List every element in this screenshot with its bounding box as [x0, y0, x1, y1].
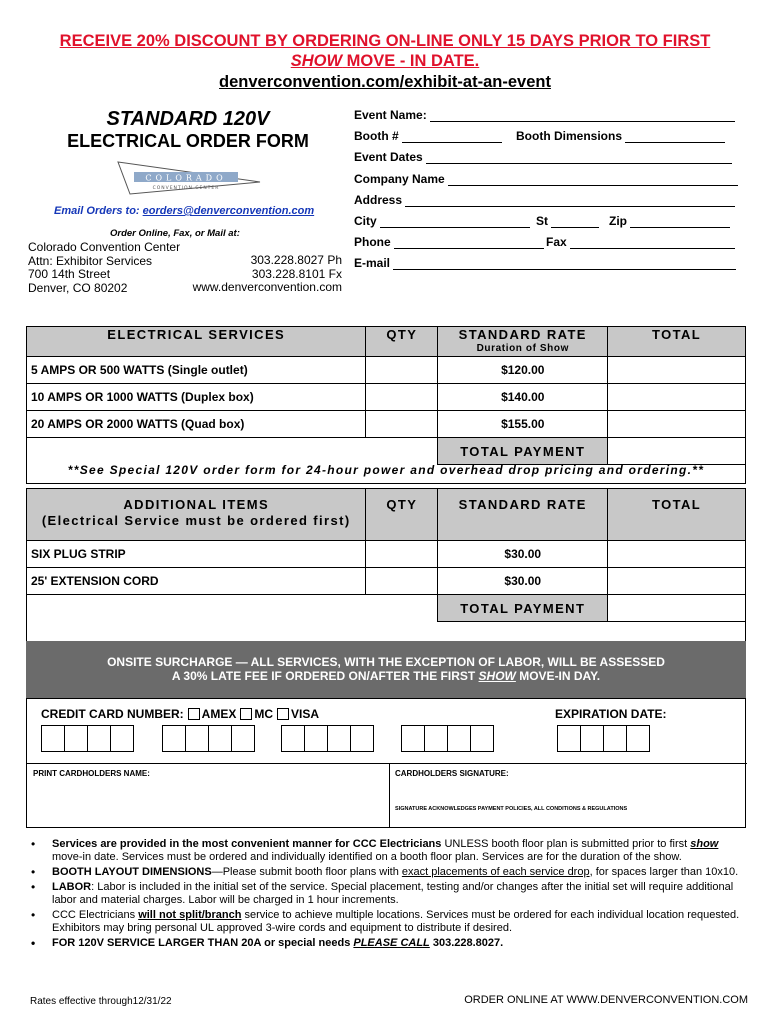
additional-total-payment-input[interactable]	[608, 595, 746, 622]
website-link[interactable]: denverconvention.com/exhibit-at-an-event	[219, 73, 551, 91]
service-name: 10 AMPS OR 1000 WATTS (Duplex box)	[27, 384, 366, 411]
email-orders-line: Email Orders to: eorders@denverconvention.com	[54, 205, 315, 217]
spacer-box	[26, 620, 746, 641]
service-name: 20 AMPS OR 2000 WATTS (Quad box)	[27, 411, 366, 438]
print-name-label: PRINT CARDHOLDERS NAME:	[33, 769, 150, 778]
discount-banner-line2: SHOW MOVE - IN DATE.	[290, 52, 480, 70]
list-item: • CCC Electricians will not split/branch service to achieve multiple locations. Services must be ordered for each individual location requested. Exhibitors may bring personal UL approved 3-wire cords and equipment to distribute if desired.	[30, 909, 742, 935]
logo-subtext: CONVENTION CENTER	[152, 186, 220, 191]
list-item: • Services are provided in the most convenient manner for CCC Electricians UNLESS booth floor plan is submitted prior to first show move-in date. Services must be ordered and individually identified on a booth floor plan. Services are for the duration of the show.	[30, 838, 742, 864]
additional-header-total: TOTAL	[608, 489, 746, 541]
item-rate: $30.00	[438, 541, 608, 568]
address-field[interactable]: Address	[354, 193, 735, 207]
qty-input[interactable]	[366, 541, 438, 568]
qty-input[interactable]	[366, 357, 438, 384]
total-input[interactable]	[608, 357, 746, 384]
signature-acknowledgement: SIGNATURE ACKNOWLEDGES PAYMENT POLICIES, ALL CONDITIONS & REGULATIONS	[395, 806, 628, 812]
services-header-qty: QTY	[366, 327, 438, 357]
additional-header-rate: STANDARD RATE	[438, 489, 608, 541]
order-online-footer: ORDER ONLINE AT WWW.DENVERCONVENTION.COM	[464, 994, 748, 1006]
expiration-date-boxes[interactable]	[557, 725, 649, 752]
email-orders-link[interactable]: eorders@denverconvention.com	[142, 205, 315, 217]
mc-checkbox[interactable]	[240, 708, 252, 720]
state-field[interactable]: St	[536, 214, 599, 228]
total-input[interactable]	[608, 568, 746, 595]
order-via-label: Order Online, Fax, or Mail at:	[110, 228, 240, 239]
booth-dimensions-field[interactable]: Booth Dimensions	[516, 129, 725, 143]
additional-items-table	[26, 488, 746, 622]
terms-list	[30, 838, 742, 952]
total-input[interactable]	[608, 384, 746, 411]
item-name: SIX PLUG STRIP	[27, 541, 366, 568]
credit-card-section	[26, 698, 746, 828]
expiration-date-label: EXPIRATION DATE:	[555, 707, 667, 721]
contact-info	[193, 254, 342, 295]
service-name: 5 AMPS OR 500 WATTS (Single outlet)	[27, 357, 366, 384]
card-number-group-4[interactable]	[401, 725, 493, 752]
website: www.denverconvention.com	[192, 280, 342, 294]
card-number-group-1[interactable]	[41, 725, 133, 752]
item-rate: $30.00	[438, 568, 608, 595]
additional-header-name: ADDITIONAL ITEMS (Electrical Service must be ordered first)	[27, 489, 366, 541]
colorado-convention-center-logo	[110, 160, 270, 196]
list-item: • BOOTH LAYOUT DIMENSIONS—Please submit booth floor plans with exact placements of each service drop, for spaces larger than 10x10.	[30, 866, 742, 879]
signature-label: CARDHOLDERS SIGNATURE:	[395, 769, 509, 778]
total-input[interactable]	[608, 541, 746, 568]
booth-number-field[interactable]: Booth #	[354, 129, 502, 143]
event-name-field[interactable]: Event Name:	[354, 108, 735, 122]
amex-checkbox[interactable]	[188, 708, 200, 720]
table-row	[27, 411, 746, 438]
services-header-total: TOTAL	[608, 327, 746, 357]
table-row	[27, 384, 746, 411]
electrical-services-table	[26, 326, 746, 465]
email-field[interactable]: E-mail	[354, 256, 736, 270]
credit-card-label: CREDIT CARD NUMBER: AMEX MC VISA	[41, 707, 320, 721]
onsite-surcharge-notice: ONSITE SURCHARGE — ALL SERVICES, WITH THE EXCEPTION OF LABOR, WILL BE ASSESSED A 30% LATE FEE IF ORDERED ON/AFTER THE FIRST SHOW MOVE-IN DAY.	[26, 641, 746, 698]
list-item: • LABOR: Labor is included in the initial set of the service. Special placement, testing and/or changes after the initial set will require additional labor and material charges. Labor will be charged in 1 hour increments.	[30, 881, 742, 907]
additional-total-payment-label: TOTAL PAYMENT	[438, 595, 608, 622]
mailing-address: Colorado Convention Center Attn: Exhibitor Services 700 14th Street Denver, CO 80202	[28, 240, 181, 295]
special-order-note: **See Special 120V order form for 24-hour power and overhead drop pricing and ordering.**	[26, 456, 746, 484]
qty-input[interactable]	[366, 411, 438, 438]
visa-checkbox[interactable]	[277, 708, 289, 720]
card-number-group-3[interactable]	[281, 725, 373, 752]
city-field[interactable]: City	[354, 214, 530, 228]
form-title-line1: STANDARD 120V	[106, 108, 270, 130]
services-header-rate: STANDARD RATE Duration of Show	[438, 327, 608, 357]
table-row	[27, 541, 746, 568]
item-name: 25' EXTENSION CORD	[27, 568, 366, 595]
qty-input[interactable]	[366, 384, 438, 411]
company-name-field[interactable]: Company Name	[354, 172, 738, 186]
fax-field[interactable]: Fax	[546, 235, 735, 249]
logo-text: COLORADO	[145, 173, 227, 183]
card-number-group-2[interactable]	[162, 725, 254, 752]
service-rate: $155.00	[438, 411, 608, 438]
list-item: • FOR 120V SERVICE LARGER THAN 20A or special needs PLEASE CALL 303.228.8027.	[30, 937, 742, 950]
zip-field[interactable]: Zip	[609, 214, 730, 228]
banner-show-word: SHOW	[290, 52, 343, 70]
form-title-line2: ELECTRICAL ORDER FORM	[67, 131, 309, 151]
phone-number: 303.228.8027 Ph	[250, 253, 342, 267]
total-input[interactable]	[608, 411, 746, 438]
additional-header-qty: QTY	[366, 489, 438, 541]
event-dates-field[interactable]: Event Dates	[354, 150, 732, 164]
table-row	[27, 357, 746, 384]
phone-field[interactable]: Phone	[354, 235, 544, 249]
qty-input[interactable]	[366, 568, 438, 595]
service-rate: $120.00	[438, 357, 608, 384]
table-row	[27, 568, 746, 595]
service-rate: $140.00	[438, 384, 608, 411]
services-total-payment-label: TOTAL PAYMENT	[438, 438, 608, 465]
fax-number: 303.228.8101 Fx	[251, 266, 342, 281]
discount-banner-line1: RECEIVE 20% DISCOUNT BY ORDERING ON-LINE ONLY 15 DAYS PRIOR TO FIRST	[59, 32, 711, 50]
rates-effective: Rates effective through12/31/22	[30, 996, 172, 1007]
services-header-name: ELECTRICAL SERVICES	[27, 327, 366, 357]
